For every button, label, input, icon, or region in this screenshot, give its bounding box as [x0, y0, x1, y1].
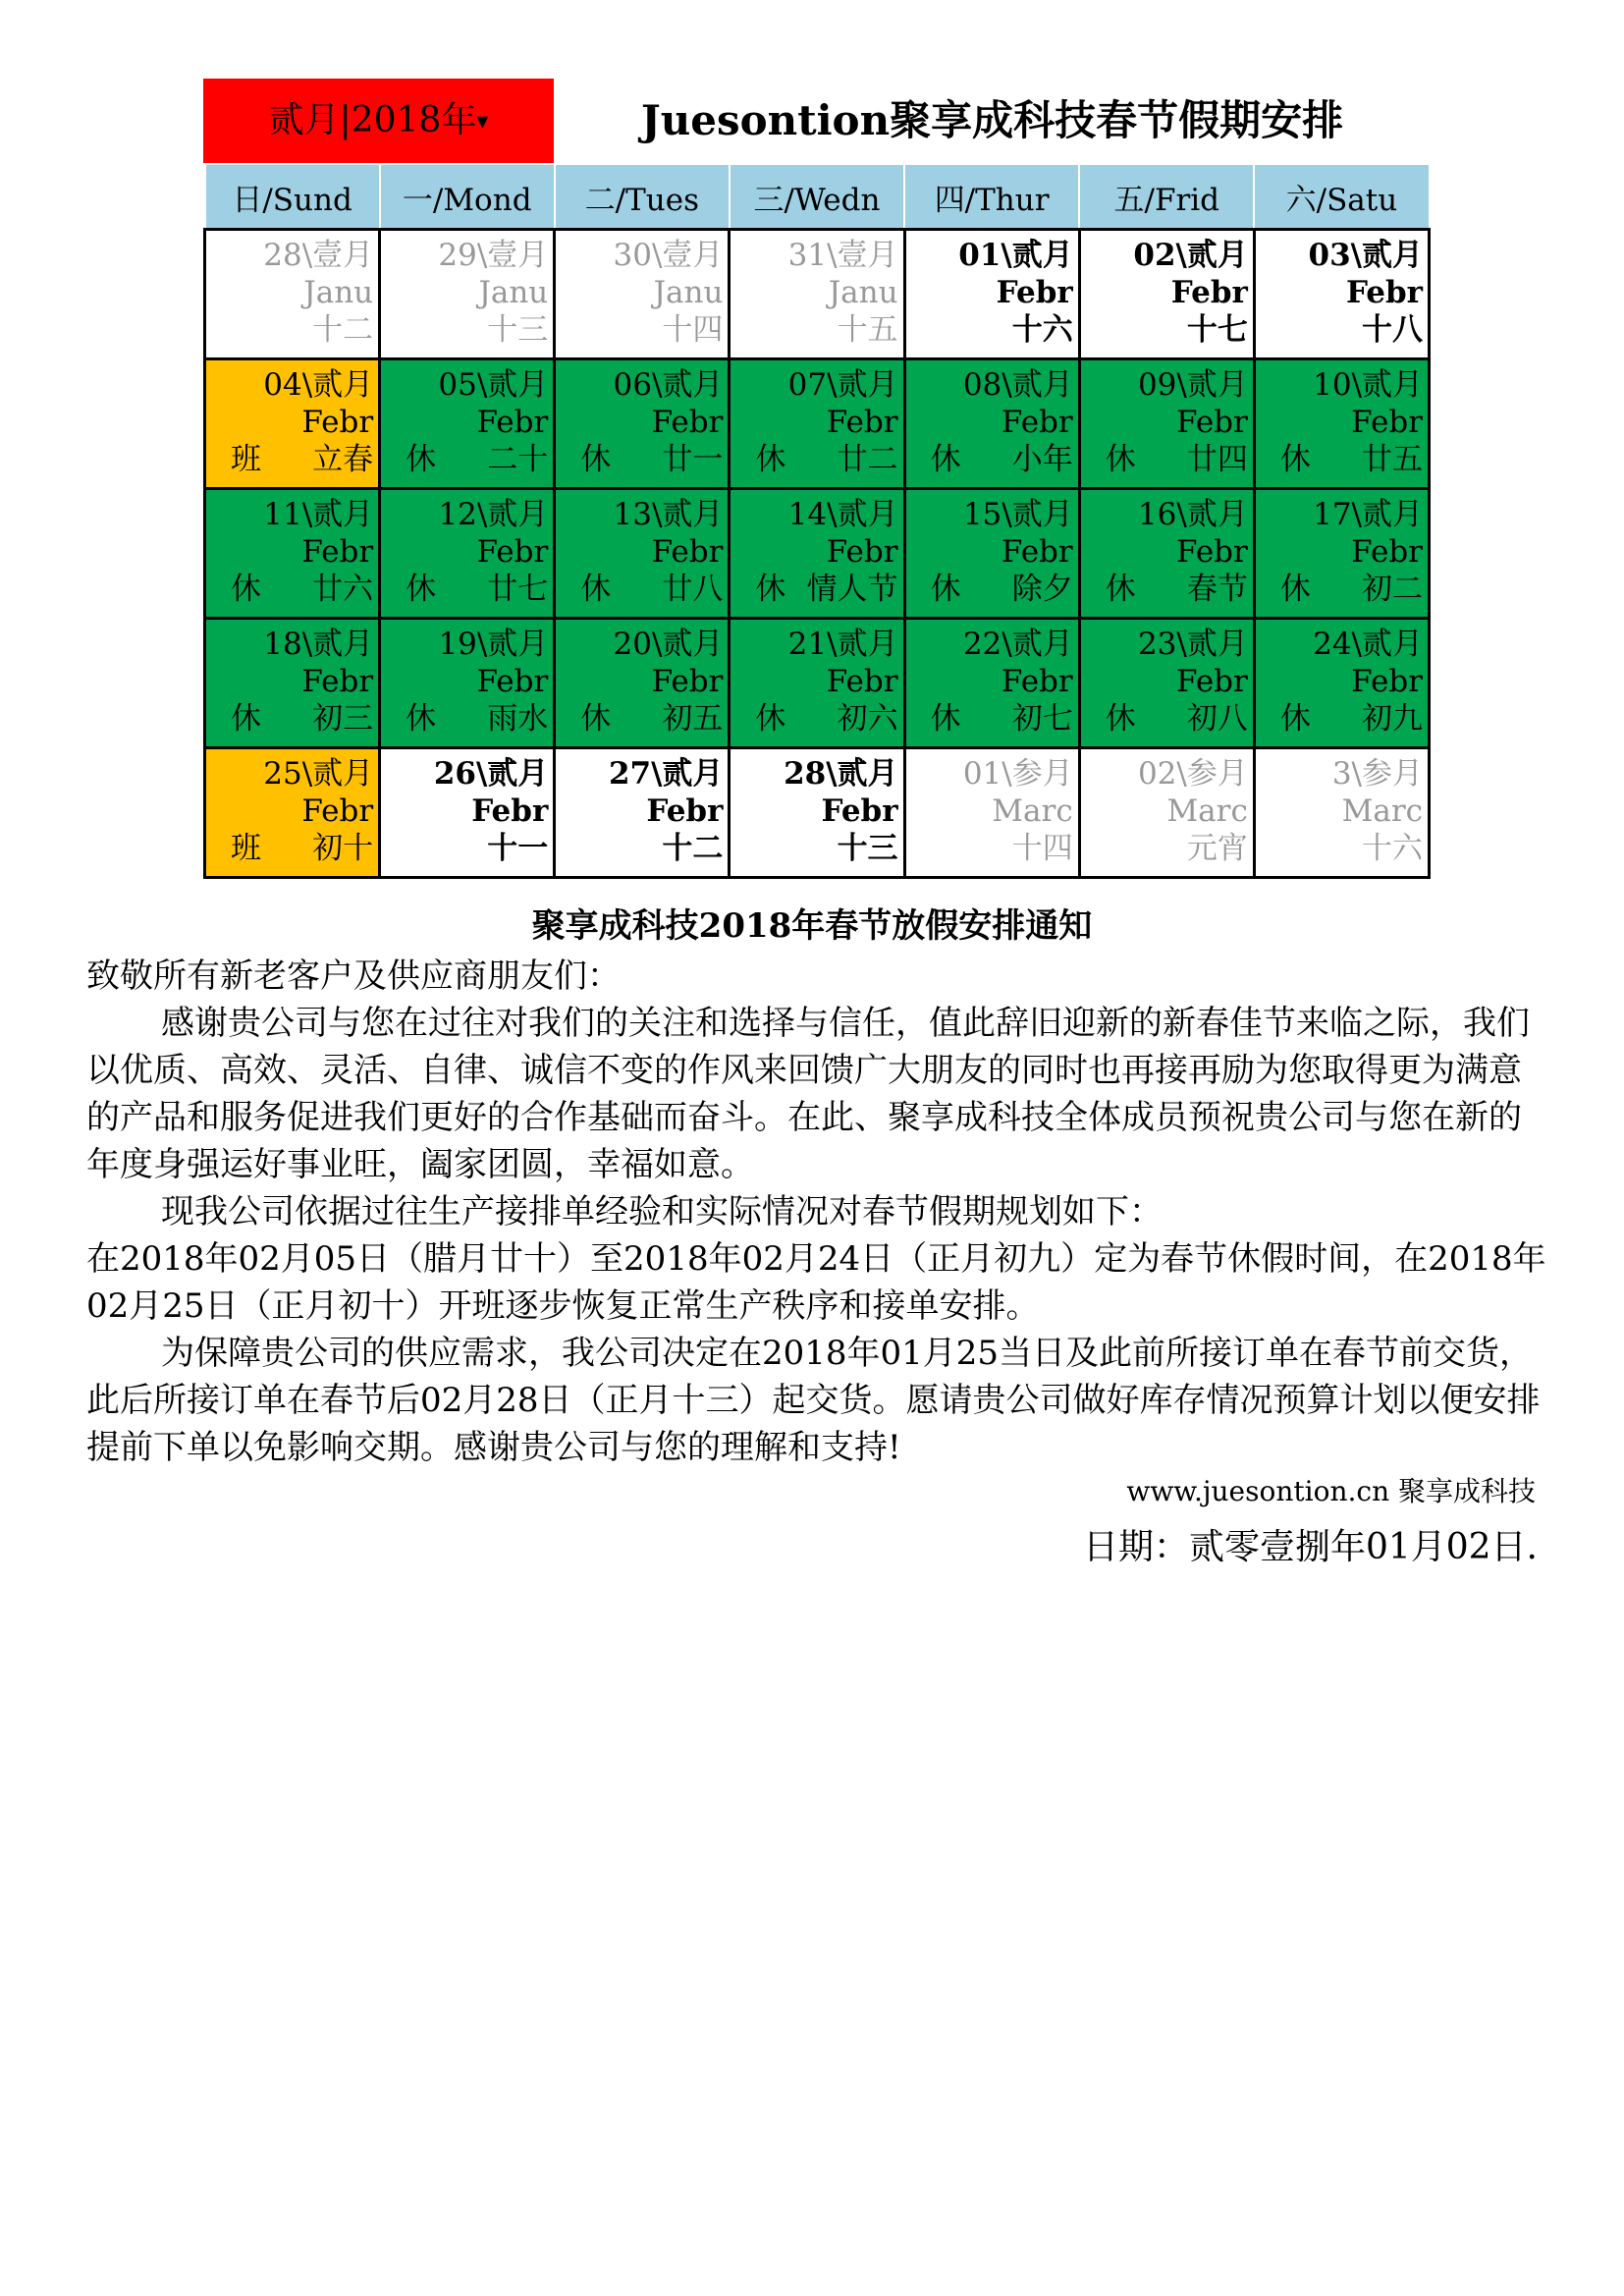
day-month-abbr: Febr — [1001, 534, 1073, 570]
day-date: 25\贰月 — [263, 756, 374, 792]
day-footer — [1261, 700, 1423, 738]
day-footer — [211, 700, 373, 738]
day-date: 28\贰月 — [784, 756, 898, 792]
signature: www.juesontion.cn 聚享成科技 — [1126, 1475, 1536, 1507]
lunar-date: 元宵 — [1186, 831, 1248, 866]
lunar-date: 廿六 — [312, 572, 374, 607]
lunar-date: 情人节 — [806, 572, 898, 607]
day-footer — [1086, 700, 1248, 738]
notice-date: 日期：贰零壹捌年01月02日. — [1082, 1527, 1538, 1567]
day-date: 12\贰月 — [438, 497, 549, 532]
day-status-tag: 休 — [580, 701, 612, 737]
day-status-tag: 休 — [1105, 572, 1136, 607]
day-footer — [561, 311, 723, 349]
day-date: 16\贰月 — [1137, 497, 1248, 532]
day-month-abbr: Febr — [651, 405, 724, 440]
day-footer — [735, 830, 897, 867]
day-footer — [735, 571, 897, 608]
calendar-day-cell[interactable] — [1254, 359, 1429, 489]
day-month-abbr: Febr — [651, 534, 724, 570]
day-footer — [735, 700, 897, 738]
lunar-date: 十四 — [662, 312, 724, 348]
day-month-abbr: Febr — [476, 534, 549, 570]
lunar-date: 二十 — [487, 442, 549, 477]
month-year-selector[interactable] — [203, 79, 554, 163]
lunar-date: 雨水 — [487, 701, 549, 737]
day-date: 14\贰月 — [787, 497, 898, 532]
day-footer — [1261, 311, 1423, 349]
weekday-header: 五/Frid — [1079, 164, 1254, 230]
calendar-day-cell[interactable] — [904, 359, 1079, 489]
calendar-week-row — [205, 748, 1430, 878]
day-date: 23\贰月 — [1137, 627, 1248, 662]
calendar-grid — [203, 163, 1431, 879]
day-date: 3\参月 — [1331, 756, 1423, 792]
day-status-tag: 班 — [231, 442, 261, 477]
day-status-tag: 休 — [1279, 701, 1311, 737]
day-footer — [211, 571, 373, 608]
day-month-abbr: Febr — [1351, 534, 1423, 570]
day-status-tag: 休 — [755, 572, 786, 607]
day-status-tag: 休 — [930, 572, 961, 607]
day-date: 10\贰月 — [1313, 367, 1423, 403]
day-month-abbr: Febr — [646, 793, 724, 829]
notice-body — [86, 953, 1549, 1471]
notice-paragraph: 感谢贵公司与您在过往对我们的关注和选择与信任，值此辞旧迎新的新春佳节来临之际，我们以优质、高效、灵活、自律、诚信不变的作风来回馈广大朋友的同时也再接再励为您取得更为满意的产品和服务促进我们更好的合作基础而奋斗。在此、聚享成科技全体成员预祝贵公司与您在新的年度身强运好事业旺，阖家团圆，幸福如意。 — [86, 1004, 1530, 1184]
day-status-tag: 休 — [231, 701, 261, 737]
day-month-abbr: Febr — [476, 405, 549, 440]
calendar-day-cell[interactable] — [205, 230, 380, 359]
day-footer — [1086, 571, 1248, 608]
day-month-abbr: Febr — [1170, 275, 1248, 310]
calendar-day-cell[interactable] — [730, 489, 904, 619]
calendar-week-row — [205, 230, 1430, 359]
weekday-header: 三/Wedn — [730, 164, 904, 230]
day-date: 09\贰月 — [1137, 367, 1248, 403]
calendar-day-cell[interactable] — [730, 619, 904, 748]
day-footer — [911, 571, 1073, 608]
lunar-date: 十三 — [487, 312, 549, 348]
day-month-abbr: Marc — [992, 793, 1073, 829]
lunar-date: 十二 — [312, 312, 374, 348]
calendar-week-row — [205, 359, 1430, 489]
day-month-abbr: Febr — [826, 664, 898, 699]
calendar-day-cell[interactable] — [1079, 489, 1254, 619]
day-footer — [386, 700, 548, 738]
calendar-day-cell[interactable] — [380, 619, 555, 748]
day-month-abbr: Febr — [1176, 664, 1248, 699]
lunar-date: 初八 — [1186, 701, 1248, 737]
calendar-day-cell[interactable] — [205, 748, 380, 878]
calendar-day-cell[interactable] — [380, 359, 555, 489]
calendar-week-row — [205, 619, 1430, 748]
day-month-abbr: Febr — [1001, 405, 1073, 440]
day-status-tag: 休 — [406, 701, 437, 737]
day-footer — [911, 441, 1073, 478]
day-month-abbr: Febr — [826, 405, 898, 440]
day-month-abbr: Febr — [1176, 405, 1248, 440]
calendar-day-cell[interactable] — [380, 230, 555, 359]
lunar-date: 初五 — [662, 701, 724, 737]
notice-paragraph: 现我公司依据过往生产接排单经验和实际情况对春节假期规划如下： — [161, 1192, 1163, 1231]
day-footer — [1086, 311, 1248, 349]
day-month-abbr: Febr — [301, 405, 374, 440]
day-date: 01\参月 — [962, 756, 1073, 792]
day-month-abbr: Janu — [478, 275, 549, 310]
lunar-date: 廿一 — [662, 442, 724, 477]
calendar-day-cell[interactable] — [730, 748, 904, 878]
lunar-date: 初二 — [1362, 572, 1423, 607]
day-footer — [386, 441, 548, 478]
calendar-day-cell[interactable] — [1254, 619, 1429, 748]
lunar-date: 十八 — [1362, 312, 1423, 348]
day-date: 11\贰月 — [263, 497, 374, 532]
day-date: 20\贰月 — [613, 627, 724, 662]
calendar-day-cell[interactable] — [1079, 230, 1254, 359]
day-footer — [561, 441, 723, 478]
lunar-date: 十六 — [1362, 831, 1423, 866]
day-footer — [386, 571, 548, 608]
lunar-date: 十五 — [837, 312, 898, 348]
day-footer — [386, 830, 548, 867]
day-date: 19\贰月 — [438, 627, 549, 662]
calendar-day-cell[interactable] — [555, 230, 730, 359]
day-status-tag: 休 — [755, 442, 786, 477]
day-status-tag: 休 — [1279, 442, 1311, 477]
day-date: 26\贰月 — [433, 756, 549, 792]
calendar-week-row — [205, 489, 1430, 619]
calendar-day-cell[interactable] — [1254, 748, 1429, 878]
day-month-abbr: Febr — [821, 793, 898, 829]
day-status-tag: 休 — [1279, 572, 1311, 607]
notice-greeting: 致敬所有新老客户及供应商朋友们： — [86, 957, 621, 996]
calendar-day-cell[interactable] — [380, 748, 555, 878]
day-date: 27\贰月 — [608, 756, 724, 792]
calendar-day-cell[interactable] — [1254, 489, 1429, 619]
day-date: 07\贰月 — [787, 367, 898, 403]
day-status-tag: 休 — [580, 572, 612, 607]
day-footer — [211, 311, 373, 349]
notice-paragraph: 为保障贵公司的供应需求，我公司决定在2018年01月25当日及此前所接订单在春节前交货，此后所接订单在春节后02月28日（正月十三）起交货。愿请贵公司做好库存情况预算计划以便安排提前下单以免影响交期。感谢贵公司与您的理解和支持! — [86, 1334, 1541, 1467]
calendar-day-cell[interactable] — [205, 489, 380, 619]
day-status-tag: 休 — [1105, 442, 1136, 477]
day-date: 17\贰月 — [1313, 497, 1423, 532]
weekday-header-row — [205, 164, 1430, 230]
day-date: 22\贰月 — [962, 627, 1073, 662]
lunar-date: 除夕 — [1011, 572, 1073, 607]
day-date: 13\贰月 — [613, 497, 724, 532]
day-month-abbr: Febr — [476, 664, 549, 699]
lunar-date: 十四 — [1011, 831, 1073, 866]
lunar-date: 初六 — [837, 701, 898, 737]
day-footer — [1086, 830, 1248, 867]
lunar-date: 春节 — [1186, 572, 1248, 607]
weekday-header: 二/Tues — [555, 164, 730, 230]
lunar-date: 初十 — [312, 831, 374, 866]
calendar-day-cell[interactable] — [380, 489, 555, 619]
calendar-day-cell[interactable] — [730, 359, 904, 489]
day-footer — [211, 830, 373, 867]
calendar-day-cell[interactable] — [205, 359, 380, 489]
lunar-date: 廿八 — [662, 572, 724, 607]
day-month-abbr: Febr — [301, 793, 374, 829]
notice-title: 聚享成科技2018年春节放假安排通知 — [531, 906, 1093, 946]
day-month-abbr: Febr — [1176, 534, 1248, 570]
day-footer — [561, 830, 723, 867]
day-status-tag: 班 — [231, 831, 261, 866]
lunar-date: 十一 — [487, 831, 549, 866]
day-date: 01\贰月 — [958, 238, 1073, 273]
day-footer — [735, 441, 897, 478]
day-status-tag: 休 — [406, 442, 437, 477]
day-date: 04\贰月 — [263, 367, 374, 403]
calendar-header — [203, 79, 1431, 163]
calendar-day-cell[interactable] — [1079, 748, 1254, 878]
calendar-day-cell[interactable] — [205, 619, 380, 748]
lunar-date: 初三 — [312, 701, 374, 737]
day-date: 18\贰月 — [263, 627, 374, 662]
day-footer — [911, 311, 1073, 349]
weekday-header: 日/Sund — [205, 164, 380, 230]
calendar-day-cell[interactable] — [730, 230, 904, 359]
day-date: 28\壹月 — [263, 238, 374, 273]
day-month-abbr: Janu — [828, 275, 898, 310]
day-month-abbr: Febr — [1001, 664, 1073, 699]
lunar-date: 十七 — [1186, 312, 1248, 348]
day-footer — [561, 700, 723, 738]
day-status-tag: 休 — [930, 442, 961, 477]
day-date: 06\贰月 — [613, 367, 724, 403]
lunar-date: 小年 — [1011, 442, 1073, 477]
day-date: 02\贰月 — [1133, 238, 1248, 273]
calendar-day-cell[interactable] — [1079, 359, 1254, 489]
day-footer — [211, 441, 373, 478]
day-date: 02\参月 — [1137, 756, 1248, 792]
lunar-date: 初七 — [1011, 701, 1073, 737]
day-month-abbr: Febr — [1345, 275, 1423, 310]
lunar-date: 初九 — [1362, 701, 1423, 737]
day-footer — [561, 571, 723, 608]
day-date: 24\贰月 — [1313, 627, 1423, 662]
day-footer — [1261, 830, 1423, 867]
day-footer — [911, 700, 1073, 738]
day-footer — [1261, 571, 1423, 608]
holiday-calendar — [203, 79, 1431, 879]
day-footer — [911, 830, 1073, 867]
notice-paragraph: 在2018年02月05日（腊月廿十）至2018年02月24日（正月初九）定为春节休假时间，在2018年02月25日（正月初十）开班逐步恢复正常生产秩序和接单安排。 — [86, 1239, 1546, 1326]
day-month-abbr: Marc — [1341, 793, 1423, 829]
day-status-tag: 休 — [1105, 701, 1136, 737]
day-date: 29\壹月 — [438, 238, 549, 273]
day-date: 30\壹月 — [613, 238, 724, 273]
calendar-day-cell[interactable] — [904, 748, 1079, 878]
calendar-day-cell[interactable] — [904, 489, 1079, 619]
calendar-day-cell[interactable] — [555, 489, 730, 619]
lunar-date: 立春 — [312, 442, 374, 477]
lunar-date: 廿五 — [1362, 442, 1423, 477]
calendar-day-cell[interactable] — [904, 619, 1079, 748]
lunar-date: 十二 — [662, 831, 724, 866]
day-month-abbr: Febr — [996, 275, 1073, 310]
day-month-abbr: Febr — [826, 534, 898, 570]
day-month-abbr: Janu — [303, 275, 374, 310]
weekday-header: 四/Thur — [904, 164, 1079, 230]
lunar-date: 廿七 — [487, 572, 549, 607]
calendar-title: Juesontion聚享成科技春节假期安排 — [640, 96, 1344, 144]
day-date: 31\壹月 — [787, 238, 898, 273]
day-month-abbr: Febr — [301, 534, 374, 570]
calendar-day-cell[interactable] — [555, 359, 730, 489]
day-month-abbr: Febr — [1351, 405, 1423, 440]
day-month-abbr: Marc — [1166, 793, 1248, 829]
day-date: 03\贰月 — [1308, 238, 1423, 273]
day-status-tag: 休 — [231, 572, 261, 607]
lunar-date: 廿二 — [837, 442, 898, 477]
lunar-date: 廿四 — [1186, 442, 1248, 477]
day-month-abbr: Febr — [471, 793, 549, 829]
calendar-day-cell[interactable] — [904, 230, 1079, 359]
day-status-tag: 休 — [930, 701, 961, 737]
day-status-tag: 休 — [406, 572, 437, 607]
day-date: 08\贰月 — [962, 367, 1073, 403]
lunar-date: 十六 — [1011, 312, 1073, 348]
weekday-header: 六/Satu — [1254, 164, 1429, 230]
month-year-label: 贰月|2018年 — [268, 100, 477, 140]
calendar-day-cell[interactable] — [555, 619, 730, 748]
day-status-tag: 休 — [755, 701, 786, 737]
day-date: 15\贰月 — [962, 497, 1073, 532]
day-month-abbr: Febr — [1351, 664, 1423, 699]
calendar-day-cell[interactable] — [1079, 619, 1254, 748]
dropdown-caret-icon[interactable]: ▾ — [476, 107, 489, 135]
day-month-abbr: Febr — [301, 664, 374, 699]
day-status-tag: 休 — [580, 442, 612, 477]
day-footer — [386, 311, 548, 349]
day-footer — [735, 311, 897, 349]
day-month-abbr: Febr — [651, 664, 724, 699]
day-footer — [1261, 441, 1423, 478]
day-date: 21\贰月 — [787, 627, 898, 662]
lunar-date: 十三 — [837, 831, 898, 866]
day-month-abbr: Janu — [653, 275, 724, 310]
day-footer — [1086, 441, 1248, 478]
calendar-day-cell[interactable] — [555, 748, 730, 878]
weekday-header: 一/Mond — [380, 164, 555, 230]
calendar-day-cell[interactable] — [1254, 230, 1429, 359]
day-date: 05\贰月 — [438, 367, 549, 403]
